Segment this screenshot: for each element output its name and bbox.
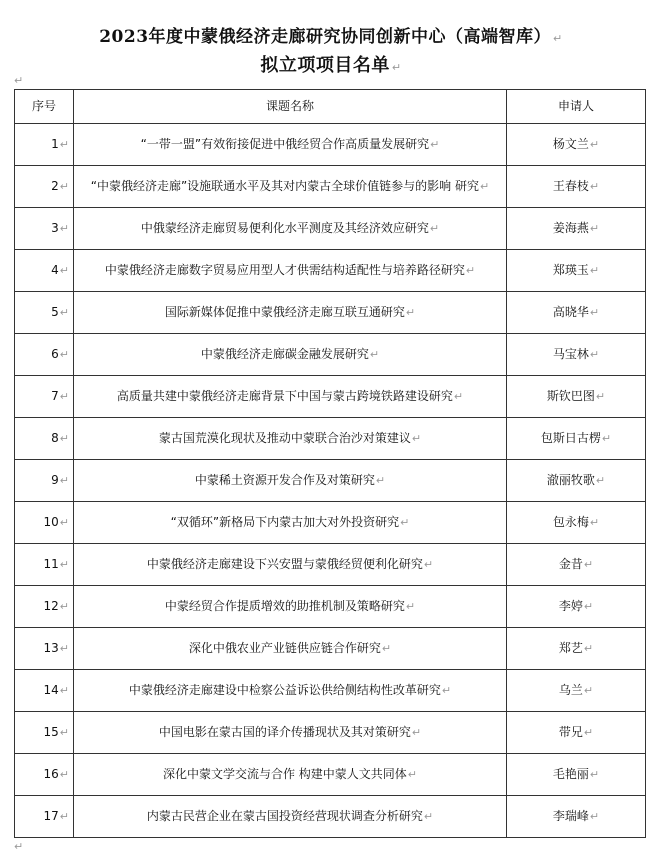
project-title-cell: 中蒙稀土资源开发合作及对策研究↵ — [74, 460, 507, 502]
serial-number-cell: 5↵ — [15, 292, 74, 334]
cell-end-mark-icon: ↵ — [59, 516, 69, 529]
project-title-cell: 内蒙古民营企业在蒙古国投资经营现状调查分析研究↵ — [74, 796, 507, 838]
applicant-cell: 毛艳丽↵ — [507, 754, 646, 796]
project-title-cell: 中俄蒙经济走廊贸易便利化水平测度及其经济效应研究↵ — [74, 208, 507, 250]
serial-number-cell: 4↵ — [15, 250, 74, 292]
cell-end-mark-icon: ↵ — [595, 390, 606, 403]
applicant-cell: 带兄↵ — [507, 712, 646, 754]
cell-end-mark-icon: ↵ — [595, 474, 606, 487]
applicant-cell: 马宝林↵ — [507, 334, 646, 376]
cell-end-mark-icon: ↵ — [589, 348, 600, 361]
project-title-cell: “一带一盟”有效衔接促进中俄经贸合作高质量发展研究↵ — [74, 124, 507, 166]
table-row — [15, 292, 646, 334]
cell-end-mark-icon: ↵ — [589, 222, 600, 235]
applicant-cell: 郑瑛玉↵ — [507, 250, 646, 292]
cell-end-mark-icon: ↵ — [465, 264, 476, 277]
cell-end-mark-icon: ↵ — [59, 810, 69, 823]
applicant-cell: 斯钦巴图↵ — [507, 376, 646, 418]
cell-end-mark-icon: ↵ — [589, 516, 600, 529]
project-title-cell: 深化中俄农业产业链供应链合作研究↵ — [74, 628, 507, 670]
table-row — [15, 628, 646, 670]
cell-end-mark-icon: ↵ — [453, 390, 464, 403]
applicant-cell: 王春枝↵ — [507, 166, 646, 208]
cell-end-mark-icon: ↵ — [589, 306, 600, 319]
table-row — [15, 124, 646, 166]
table-row — [15, 166, 646, 208]
cell-end-mark-icon: ↵ — [59, 390, 69, 403]
cell-end-mark-icon: ↵ — [59, 138, 69, 151]
serial-number-cell: 6↵ — [15, 334, 74, 376]
serial-number-cell: 9↵ — [15, 460, 74, 502]
project-title-cell: 中蒙俄经济走廊碳金融发展研究↵ — [74, 334, 507, 376]
applicant-cell: 姜海燕↵ — [507, 208, 646, 250]
paragraph-mark-icon: ↵ — [14, 74, 24, 87]
cell-end-mark-icon: ↵ — [430, 138, 440, 151]
table-row — [15, 376, 646, 418]
applicant-cell: 杨文兰↵ — [507, 124, 646, 166]
serial-number-cell: 7↵ — [15, 376, 74, 418]
applicant-cell: 郑艺↵ — [507, 628, 646, 670]
paragraph-mark-icon: ↵ — [391, 61, 402, 74]
table-row — [15, 754, 646, 796]
cell-end-mark-icon: ↵ — [423, 810, 434, 823]
paragraph-mark-icon: ↵ — [14, 840, 24, 853]
cell-end-mark-icon: ↵ — [583, 642, 594, 655]
project-title-cell: 中蒙俄经济走廊建设下兴安盟与蒙俄经贸便利化研究↵ — [74, 544, 507, 586]
header-applicant: 申请人 — [507, 90, 646, 124]
cell-end-mark-icon: ↵ — [59, 642, 69, 655]
cell-end-mark-icon: ↵ — [589, 138, 600, 151]
table-row — [15, 460, 646, 502]
document-title-line-2: 拟立项项目名单 ↵ — [260, 55, 402, 76]
header-project-title: 课题名称 — [74, 90, 507, 124]
serial-number-cell: 3↵ — [15, 208, 74, 250]
serial-number-cell: 10↵ — [15, 502, 74, 544]
table-header-row — [15, 90, 646, 124]
cell-end-mark-icon: ↵ — [59, 222, 69, 235]
applicant-cell: 包永梅↵ — [507, 502, 646, 544]
cell-end-mark-icon: ↵ — [59, 306, 69, 319]
project-title-cell: 蒙古国荒漠化现状及推动中蒙联合治沙对策建议↵ — [74, 418, 507, 460]
project-title-cell: 国际新媒体促推中蒙俄经济走廊互联互通研究↵ — [74, 292, 507, 334]
table-row — [15, 796, 646, 838]
cell-end-mark-icon: ↵ — [375, 474, 386, 487]
applicant-cell: 乌兰↵ — [507, 670, 646, 712]
table-row — [15, 502, 646, 544]
applicant-cell: 高晓华↵ — [507, 292, 646, 334]
cell-end-mark-icon: ↵ — [59, 180, 69, 193]
project-title-cell: 中蒙俄经济走廊数字贸易应用型人才供需结构适配性与培养路径研究↵ — [74, 250, 507, 292]
cell-end-mark-icon: ↵ — [411, 726, 422, 739]
header-serial-number: 序号 — [15, 90, 74, 124]
cell-end-mark-icon: ↵ — [405, 600, 416, 613]
cell-end-mark-icon: ↵ — [441, 684, 452, 697]
project-list-table — [14, 89, 646, 838]
cell-end-mark-icon: ↵ — [589, 768, 600, 781]
document-title-line-1: 2023年度中蒙俄经济走廊研究协同创新中心（高端智库） ↵ — [99, 27, 563, 47]
cell-end-mark-icon: ↵ — [59, 558, 69, 571]
project-title-cell: “双循环”新格局下内蒙古加大对外投资研究↵ — [74, 502, 507, 544]
cell-end-mark-icon: ↵ — [59, 600, 69, 613]
cell-end-mark-icon: ↵ — [59, 684, 69, 697]
table-row — [15, 544, 646, 586]
table-row — [15, 250, 646, 292]
project-title-cell: 中蒙经贸合作提质增效的助推机制及策略研究↵ — [74, 586, 507, 628]
cell-end-mark-icon: ↵ — [583, 600, 594, 613]
cell-end-mark-icon: ↵ — [59, 474, 69, 487]
applicant-cell: 澈丽牧歌↵ — [507, 460, 646, 502]
cell-end-mark-icon: ↵ — [59, 726, 69, 739]
paragraph-mark-icon: ↵ — [553, 32, 563, 45]
cell-end-mark-icon: ↵ — [429, 222, 440, 235]
cell-end-mark-icon: ↵ — [59, 264, 69, 277]
serial-number-cell: 16↵ — [15, 754, 74, 796]
table-row — [15, 208, 646, 250]
cell-end-mark-icon: ↵ — [411, 432, 422, 445]
project-title-cell: 中蒙俄经济走廊建设中检察公益诉讼供给侧结构性改革研究↵ — [74, 670, 507, 712]
cell-end-mark-icon: ↵ — [583, 726, 594, 739]
table-row — [15, 586, 646, 628]
cell-end-mark-icon: ↵ — [589, 264, 600, 277]
serial-number-cell: 1↵ — [15, 124, 74, 166]
serial-number-cell: 15↵ — [15, 712, 74, 754]
table-row — [15, 334, 646, 376]
cell-end-mark-icon: ↵ — [59, 432, 69, 445]
cell-end-mark-icon: ↵ — [601, 432, 612, 445]
serial-number-cell: 2↵ — [15, 166, 74, 208]
cell-end-mark-icon: ↵ — [381, 642, 392, 655]
applicant-cell: 李婷↵ — [507, 586, 646, 628]
applicant-cell: 李瑞峰↵ — [507, 796, 646, 838]
project-title-cell: “中蒙俄经济走廊”设施联通水平及其对内蒙古全球价值链参与的影响 研究↵ — [74, 166, 507, 208]
applicant-cell: 金昔↵ — [507, 544, 646, 586]
cell-end-mark-icon: ↵ — [400, 516, 410, 529]
cell-end-mark-icon: ↵ — [583, 558, 594, 571]
table-row — [15, 670, 646, 712]
project-title-cell: 高质量共建中蒙俄经济走廊背景下中国与蒙古跨境铁路建设研究↵ — [74, 376, 507, 418]
project-title-cell: 中国电影在蒙古国的译介传播现状及其对策研究↵ — [74, 712, 507, 754]
table-row — [15, 418, 646, 460]
cell-end-mark-icon: ↵ — [407, 768, 418, 781]
cell-end-mark-icon: ↵ — [59, 348, 69, 361]
cell-end-mark-icon: ↵ — [480, 180, 490, 193]
cell-end-mark-icon: ↵ — [59, 768, 69, 781]
cell-end-mark-icon: ↵ — [369, 348, 380, 361]
serial-number-cell: 8↵ — [15, 418, 74, 460]
table-row — [15, 712, 646, 754]
cell-end-mark-icon: ↵ — [589, 810, 600, 823]
cell-end-mark-icon: ↵ — [583, 684, 594, 697]
serial-number-cell: 11↵ — [15, 544, 74, 586]
serial-number-cell: 14↵ — [15, 670, 74, 712]
serial-number-cell: 12↵ — [15, 586, 74, 628]
serial-number-cell: 17↵ — [15, 796, 74, 838]
serial-number-cell: 13↵ — [15, 628, 74, 670]
cell-end-mark-icon: ↵ — [589, 180, 600, 193]
applicant-cell: 包斯日古楞↵ — [507, 418, 646, 460]
cell-end-mark-icon: ↵ — [423, 558, 434, 571]
project-title-cell: 深化中蒙文学交流与合作 构建中蒙人文共同体↵ — [74, 754, 507, 796]
cell-end-mark-icon: ↵ — [405, 306, 416, 319]
